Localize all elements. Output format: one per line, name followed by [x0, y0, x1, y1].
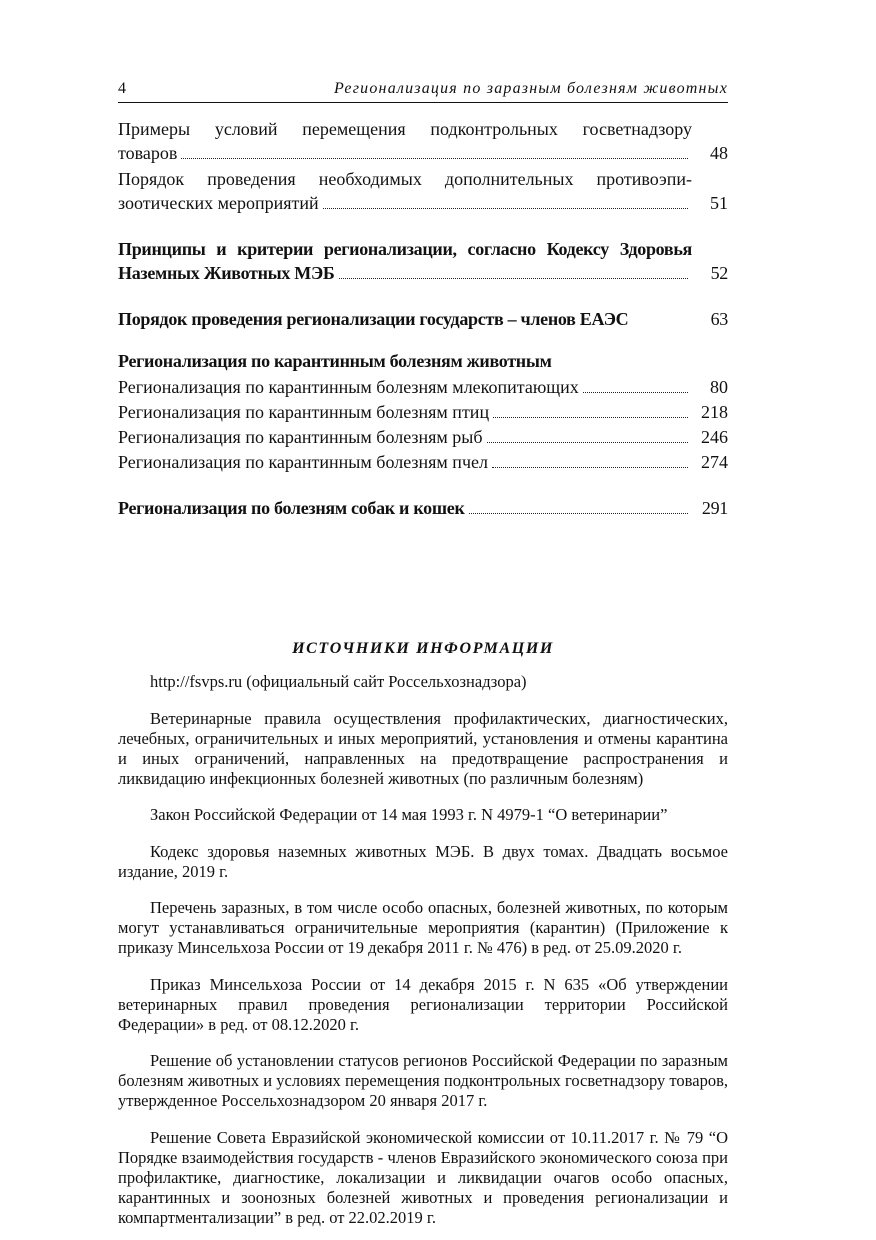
- running-title: Регионализация по заразным болезням животных: [334, 80, 728, 97]
- source-item: Закон Российской Федерации от 14 мая 1993 г. N 4979-1 “О ветеринарии”: [150, 805, 668, 824]
- toc-entry-text: Наземных Животных МЭБ: [118, 263, 335, 283]
- toc-entry-text: Порядок проведения необходимых дополнительных противоэпи-: [118, 169, 692, 189]
- toc-page-number: 246: [701, 427, 728, 447]
- sources-heading: ИСТОЧНИКИ ИНФОРМАЦИИ: [292, 640, 554, 657]
- toc-sub-entry[interactable]: [118, 375, 728, 399]
- toc-entry-text: Регионализация по карантинным болезням млекопитающих: [118, 377, 579, 397]
- toc-page-number: 80: [710, 377, 728, 397]
- toc-entry[interactable]: [118, 496, 728, 520]
- toc-page-number: 274: [701, 452, 728, 472]
- toc-entry-text: товаров: [118, 143, 178, 163]
- toc-entry-text: Регионализация по карантинным болезням птиц: [118, 402, 490, 422]
- source-item: Решение Совета Евразийской экономической комиссии от 10.11.2017 г. № 79 “О Порядке взаимодействия государств - членов Евразийского экономического союза при профилактике, диагностике, локализации и ликвидации очагов особо опасных, карантинных и зоонозных болезней животных и проведения регионализации и компартментализации” в ред. от 22.02.2019 г.: [118, 1127, 728, 1227]
- dot-leader: [492, 467, 688, 468]
- toc-entry-text: Регионализация по карантинным болезням пчел: [118, 452, 488, 472]
- toc-sub-entry[interactable]: [118, 400, 728, 424]
- source-item: http://fsvps.ru (официальный сайт Россельхознадзора): [150, 672, 527, 691]
- toc-page-number: 51: [710, 193, 728, 213]
- toc-entry-text: Примеры условий перемещения подконтрольных госветнадзору: [118, 119, 692, 139]
- toc-entry[interactable]: [118, 167, 728, 215]
- source-item: Перечень заразных, в том числе особо опасных, болезней животных, по которым могут устанавливаться ограничительные мероприятия (карантин) (Приложение к приказу Минсельхоза России от 19 декабря 2011 г. № 476) в ред. от 25.09.2020 г.: [118, 898, 728, 957]
- toc-page-number: 63: [710, 309, 728, 329]
- toc-sub-entry[interactable]: [118, 425, 728, 449]
- toc-entry[interactable]: [118, 237, 728, 285]
- toc-entry-text: Регионализация по болезням собак и кошек: [118, 498, 465, 518]
- running-header: [118, 78, 728, 103]
- toc-entry-text: Порядок проведения регионализации государств – членов ЕАЭС: [118, 309, 629, 329]
- dot-leader: [487, 442, 688, 443]
- sources-list: [118, 672, 728, 1228]
- table-of-contents: [118, 117, 728, 520]
- source-item: Кодекс здоровья наземных животных МЭБ. В двух томах. Двадцать восьмое издание, 2019 г.: [118, 841, 728, 881]
- toc-entry-text: зоотических мероприятий: [118, 193, 319, 213]
- dot-leader: [583, 392, 688, 393]
- source-item: Ветеринарные правила осуществления профилактических, диагностических, лечебных, ограничительных и иных мероприятий, установления и отмены карантина и иных ограничений, направленных на предотвращение распространения и ликвидацию инфекционных болезней животных (по различным болезням): [118, 708, 728, 788]
- toc-entry-text: Принципы и критерии регионализации, согласно Кодексу Здоровья: [118, 239, 692, 259]
- dot-leader: [323, 208, 688, 209]
- source-item: Решение об установлении статусов регионов Российской Федерации по заразным болезням животных и условиях перемещения подконтрольных госветнадзору товаров, утвержденное Россельхознадзором 20 января 2017 г.: [118, 1051, 728, 1110]
- toc-page-number: 291: [701, 498, 728, 518]
- dot-leader: [493, 417, 688, 418]
- toc-sub-entry[interactable]: [118, 450, 728, 474]
- toc-page-number: 48: [710, 143, 728, 163]
- book-page: [118, 78, 728, 1237]
- page-number: 4: [118, 80, 126, 97]
- dot-leader: [469, 513, 688, 514]
- toc-section-heading: Регионализация по карантинным болезням животным: [118, 351, 552, 371]
- source-item: Приказ Минсельхоза России от 14 декабря 2015 г. N 635 «Об утверждении ветеринарных правил проведения регионализации территории Российской Федерации» в ред. от 08.12.2020 г.: [118, 974, 728, 1034]
- toc-entry-text: Регионализация по карантинным болезням рыб: [118, 427, 483, 447]
- dot-leader: [339, 278, 688, 279]
- toc-entry[interactable]: [118, 307, 728, 331]
- dot-leader: [181, 158, 688, 159]
- toc-page-number: 218: [701, 402, 728, 422]
- toc-entry[interactable]: [118, 117, 728, 165]
- toc-page-number: 52: [710, 263, 728, 283]
